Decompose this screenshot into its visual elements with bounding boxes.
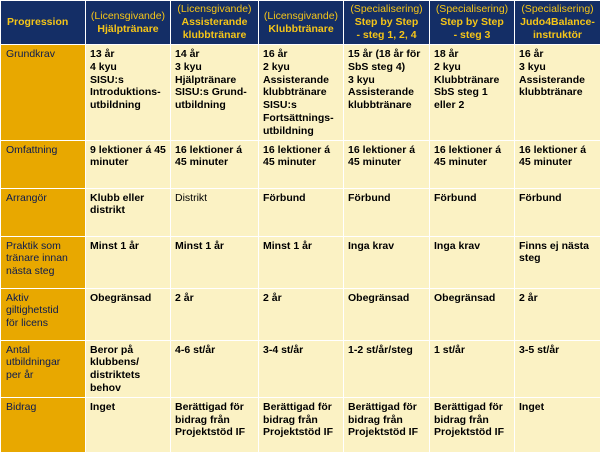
table-cell: Berättigad för bidrag från Projektstöd IF	[171, 397, 259, 452]
table-cell: 16 år 3 kyu Assisterande klubbtränare	[515, 45, 600, 141]
table-cell: Distrikt	[171, 188, 259, 236]
column-type: (Specialisering)	[517, 3, 598, 16]
table-cell: Förbund	[344, 188, 430, 236]
table-cell: Berättigad för bidrag från Projektstöd IF	[430, 397, 515, 452]
row-label: Praktik som tränare innan nästa steg	[1, 236, 86, 288]
column-type: (Licensgivande)	[173, 3, 256, 16]
table-cell: Inga krav	[430, 236, 515, 288]
table-row-arrangor	[1, 188, 600, 236]
row-label: Bidrag	[1, 397, 86, 452]
row-label: Omfattning	[1, 140, 86, 188]
column-name: Hjälptränare	[88, 23, 168, 36]
column-type: (Specialisering)	[432, 3, 512, 16]
table-cell: 16 lektioner á 45 minuter	[430, 140, 515, 188]
table-cell: Klubb eller distrikt	[86, 188, 171, 236]
column-header-klubbtranare	[259, 1, 344, 45]
table-row-grundkrav	[1, 45, 600, 141]
column-name: Step by Step - steg 3	[432, 16, 512, 42]
row-label: Arrangör	[1, 188, 86, 236]
table-cell: Berättigad för bidrag från Projektstöd IF	[344, 397, 430, 452]
table-cell: 14 år 3 kyu Hjälptränare SISU:s Grund- utbildning	[171, 45, 259, 141]
table-cell: 16 lektioner á 45 minuter	[515, 140, 600, 188]
table-row-omfattning	[1, 140, 600, 188]
table-cell: Inga krav	[344, 236, 430, 288]
column-type: (Specialisering)	[346, 3, 427, 16]
column-header-step-by-step-1-2-4	[344, 1, 430, 45]
row-label: Grundkrav	[1, 45, 86, 141]
table-row-antal-utbildningar	[1, 340, 600, 397]
table-cell: Obegränsad	[430, 288, 515, 340]
table-cell: Inget	[86, 397, 171, 452]
table-cell: 2 år	[171, 288, 259, 340]
corner-header: Progression	[1, 1, 86, 45]
table-cell: Inget	[515, 397, 600, 452]
table-cell: 15 år (18 år för SbS steg 4) 3 kyu Assisterande klubbtränare	[344, 45, 430, 141]
table-cell: Beror på klubbens/ distriktets behov	[86, 340, 171, 397]
table-cell: 16 år 2 kyu Assisterande klubbtränare SISU:s Fortsättnings- utbildning	[259, 45, 344, 141]
table-cell: Finns ej nästa steg	[515, 236, 600, 288]
table-cell: 3-4 st/år	[259, 340, 344, 397]
column-header-assisterande-klubbtranare	[171, 1, 259, 45]
table-cell: Minst 1 år	[171, 236, 259, 288]
table-cell: Obegränsad	[86, 288, 171, 340]
table-cell: Förbund	[259, 188, 344, 236]
table-cell: Förbund	[430, 188, 515, 236]
table-cell: 13 år 4 kyu SISU:s Introduktions- utbildning	[86, 45, 171, 141]
table-row-praktik	[1, 236, 600, 288]
table-row-bidrag	[1, 397, 600, 452]
table-cell: 9 lektioner á 45 minuter	[86, 140, 171, 188]
column-name: Klubbtränare	[261, 23, 341, 36]
table-cell: Minst 1 år	[259, 236, 344, 288]
table-cell: 2 år	[259, 288, 344, 340]
row-label: Aktiv giltighetstid för licens	[1, 288, 86, 340]
column-header-judo4balance	[515, 1, 600, 45]
table-cell: 2 år	[515, 288, 600, 340]
column-name: Assisterande klubbtränare	[173, 16, 256, 42]
table-cell: Obegränsad	[344, 288, 430, 340]
table-row-giltighetstid	[1, 288, 600, 340]
table-cell: Förbund	[515, 188, 600, 236]
table-cell: 18 år 2 kyu Klubbtränare SbS steg 1 eller 2	[430, 45, 515, 141]
column-name: Step by Step - steg 1, 2, 4	[346, 16, 427, 42]
column-name: Judo4Balance- instruktör	[517, 16, 598, 42]
column-header-hjalptranare	[86, 1, 171, 45]
header-row	[1, 1, 600, 45]
table-cell: 1-2 st/år/steg	[344, 340, 430, 397]
row-label: Antal utbildningar per år	[1, 340, 86, 397]
table-cell: 16 lektioner á 45 minuter	[259, 140, 344, 188]
table-cell: Berättigad för bidrag från Projektstöd IF	[259, 397, 344, 452]
table-cell: Minst 1 år	[86, 236, 171, 288]
column-header-step-by-step-3	[430, 1, 515, 45]
table-cell: 16 lektioner á 45 minuter	[344, 140, 430, 188]
column-type: (Licensgivande)	[88, 10, 168, 23]
table-cell: 4-6 st/år	[171, 340, 259, 397]
column-type: (Licensgivande)	[261, 10, 341, 23]
table-cell: 1 st/år	[430, 340, 515, 397]
table-cell: 16 lektioner á 45 minuter	[171, 140, 259, 188]
table-cell: 3-5 st/år	[515, 340, 600, 397]
